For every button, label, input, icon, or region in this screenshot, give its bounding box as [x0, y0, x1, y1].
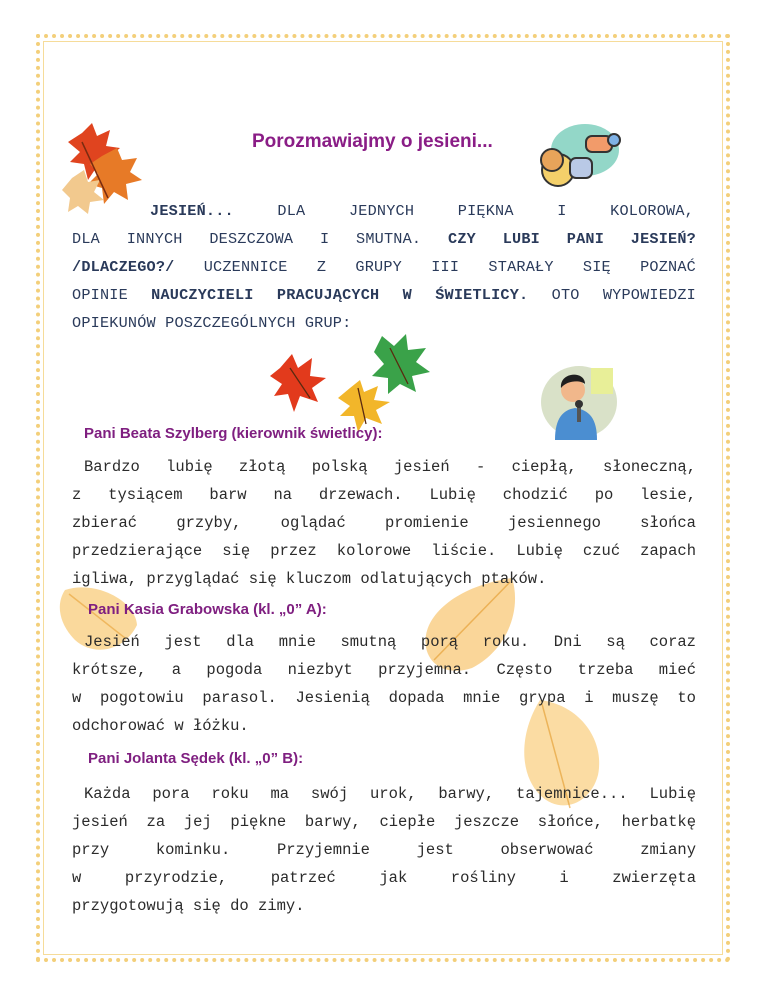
- speech-line: z tysiącem barw na drzewach. Lubię chodzić po lesie,: [72, 486, 696, 504]
- speech-line: igliwa, przyglądać się kluczom odlatujących ptaków.: [72, 570, 547, 588]
- speech-line: odchorować w łóżku.: [72, 717, 249, 735]
- intro-question: /DLACZEGO?/: [72, 258, 175, 276]
- talking-heads-icon: [530, 118, 622, 194]
- intro-word: I: [557, 202, 567, 220]
- speaker-name: Pani Kasia Grabowska (kl. „0” A):: [88, 601, 327, 618]
- intro-word: JESIEŃ...: [150, 202, 234, 220]
- speaker-name: Pani Beata Szylberg (kierownik świetlicy):: [84, 425, 383, 442]
- intro-word: DLA: [277, 202, 306, 220]
- reporter-icon: [537, 362, 617, 440]
- speech-line: Każda pora roku ma swój urok, barwy, tajemnice... Lubię: [84, 785, 696, 803]
- intro-question: CZY LUBI PANI JESIEŃ?: [448, 230, 696, 248]
- intro-word: KOLOROWA,: [610, 202, 694, 220]
- autumn-leaves-icon: [62, 118, 152, 218]
- intro-line: [72, 227, 696, 251]
- article-title: Porozmawiajmy o jesieni...: [252, 131, 493, 152]
- autumn-leaves-icon: [270, 328, 445, 433]
- intro-text: OPINIE: [72, 286, 128, 304]
- speech-line: przedzierające się przez kolorowe liście. Lubię czuć zapach: [72, 542, 696, 560]
- speech-line: Bardzo lubię złotą polską jesień - ciepłą, słoneczną,: [84, 458, 696, 476]
- speech-line: w przyrodzie, patrzeć jak rośliny i zwierzęta: [72, 869, 696, 887]
- intro-text: DLA INNYCH DESZCZOWA I SMUTNA.: [72, 230, 422, 248]
- speech-line: Jesień jest dla mnie smutną porą roku. Dni są coraz: [84, 633, 696, 651]
- intro-text: UCZENNICE Z GRUPY III STARAŁY SIĘ POZNAĆ: [203, 258, 696, 276]
- intro-line: OPIEKUNÓW POSZCZEGÓLNYCH GRUP:: [72, 314, 352, 332]
- intro-line: [72, 255, 696, 279]
- speech-line: przy kominku. Przyjemnie jest obserwować zmiany: [72, 841, 696, 859]
- speech-line: jesień za jej piękne barwy, ciepłe jeszcze słońce, herbatkę: [72, 813, 696, 831]
- intro-line: [150, 199, 694, 223]
- speech-line: zbierać grzyby, oglądać promienie jesiennego słońca: [72, 514, 696, 532]
- speech-line: przygotowują się do zimy.: [72, 897, 305, 915]
- intro-text: OTO WYPOWIEDZI: [551, 286, 696, 304]
- speech-line: w pogotowiu parasol. Jesienią dopada mnie grypa i muszę to: [72, 689, 696, 707]
- intro-line: [72, 283, 696, 307]
- intro-emphasis: NAUCZYCIELI PRACUJĄCYCH W ŚWIETLICY.: [151, 286, 529, 304]
- intro-word: PIĘKNA: [457, 202, 514, 220]
- intro-word: JEDNYCH: [348, 202, 415, 220]
- speaker-name: Pani Jolanta Sędek (kl. „0” B):: [88, 750, 304, 767]
- speech-line: krótsze, a pogoda niezbyt przyjemna. Często trzeba mieć: [72, 661, 696, 679]
